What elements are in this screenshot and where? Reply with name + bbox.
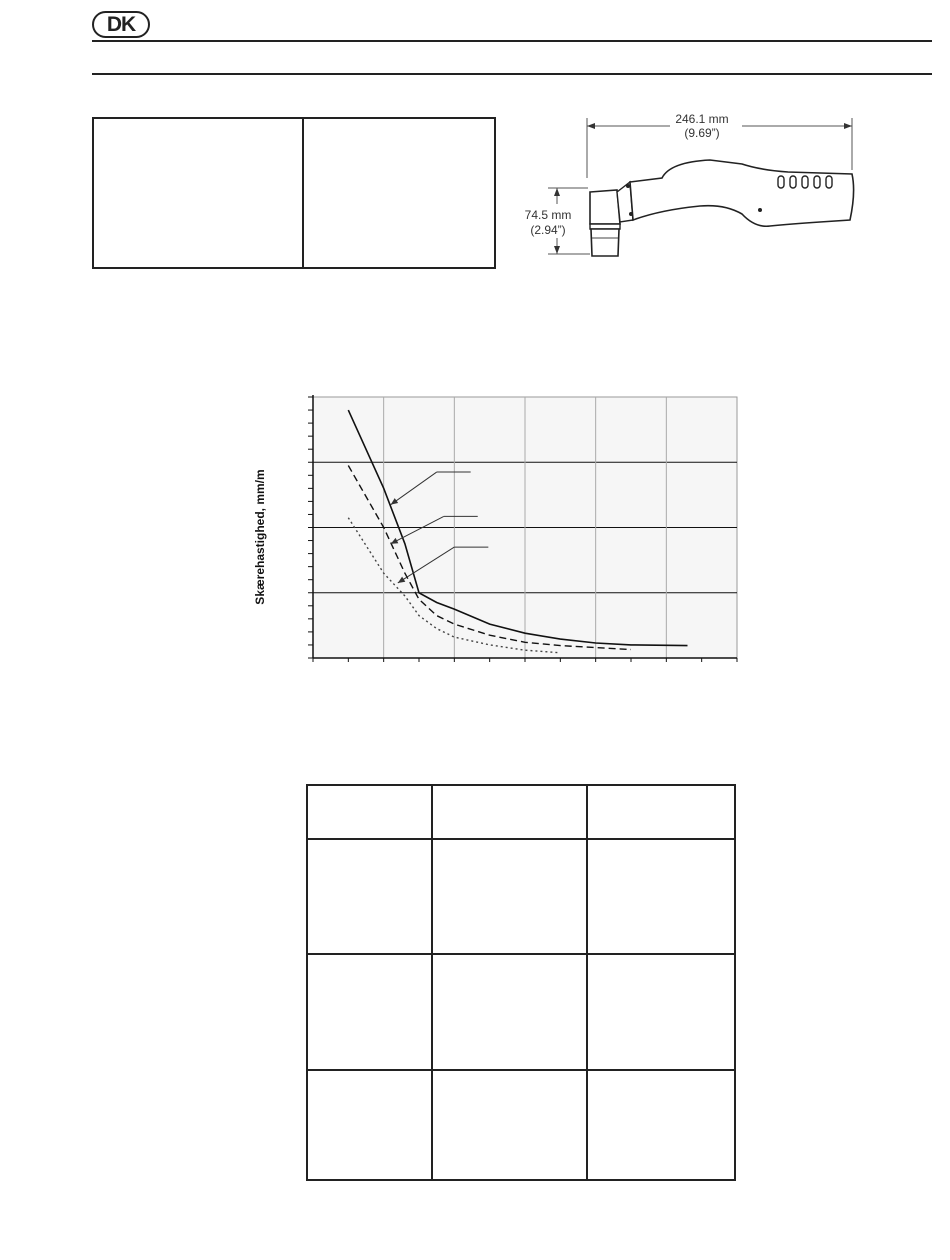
table-cell (307, 839, 432, 954)
spec-table (306, 784, 736, 1181)
table-cell (587, 839, 735, 954)
table-cell (587, 785, 735, 839)
table-row (307, 785, 735, 839)
torch-spec-box-divider (302, 119, 304, 267)
table-cell (432, 839, 587, 954)
torch-spec-box (92, 117, 496, 269)
torch-height-mm: 74.5 mm (524, 208, 572, 222)
torch-length-mm: 246.1 mm (675, 112, 729, 126)
table-cell (432, 954, 587, 1070)
chart-grid (313, 397, 737, 658)
table-cell (307, 1070, 432, 1180)
torch-height-in: (2.94”) (530, 223, 566, 237)
table-cell (587, 1070, 735, 1180)
table-cell (307, 954, 432, 1070)
cutting-speed-chart (300, 390, 750, 670)
header-rule-bottom (92, 73, 932, 75)
table-cell (587, 954, 735, 1070)
table-cell (432, 1070, 587, 1180)
table-cell (307, 785, 432, 839)
torch-length-in: (9.69”) (684, 126, 720, 140)
table-cell (432, 785, 587, 839)
table-row (307, 1070, 735, 1180)
table-row (307, 954, 735, 1070)
chart-y-axis-label: Skærehastighed, mm/m (253, 469, 267, 605)
dk-language-badge: DK (92, 11, 150, 38)
table-row (307, 839, 735, 954)
header-rule-top (92, 40, 932, 42)
